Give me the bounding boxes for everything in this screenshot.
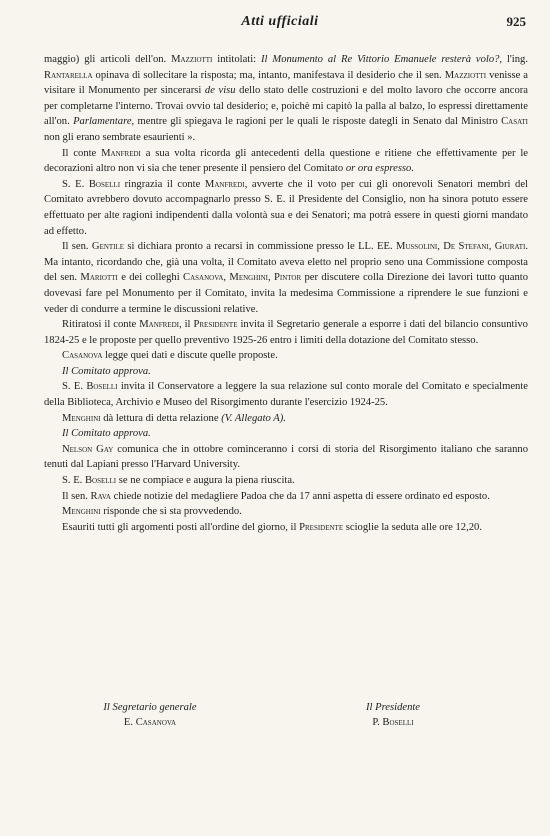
text-run: mentre gli spiegava le ragioni per le quali le risposte dategli in Senato dal Ministro <box>134 116 502 128</box>
text-run: ringrazia il conte <box>120 178 205 190</box>
person-name: Rava <box>90 490 111 502</box>
text-run: , l'ing. <box>499 54 528 65</box>
text-run: , avverte che il voto per cui gli onorevoli Senatori membri del Comitato avrebbero dovuto accompagnarlo presso S. E. il Presidente del Consiglio, non ha sinora potuto essere effettuato per alte ragioni indipendenti dalla volontà sua e dei Senatori; ma potrà essere in questi giorni mandato ad effetto. <box>44 178 528 237</box>
running-title: Atti ufficiali <box>241 14 319 29</box>
signature-name: P. Boselli <box>372 717 414 728</box>
text-run: si dichiara pronto a recarsi in commissione presso le LL. EE. <box>124 241 396 253</box>
text-run: invita il Conservatore a leggere la sua relazione sul conto morale del Comitato e specialmente della Biblioteca, Archivio e Museo del Risorgimento durante l'esercizio 1924-25. <box>44 381 528 409</box>
text-run: venisse a visitare il Monumento per sincerarsi <box>44 69 529 97</box>
text-run: per discutere colla Direzione dei lavori tutto quanto dovevasi fare pel Monumento per il Comitato, invita la medesima Commissione a riprendere le sue funzioni e veder di condurre a termine le discussioni relative. <box>44 272 528 315</box>
document-body <box>44 52 528 535</box>
person-name: Boselli <box>86 381 118 393</box>
italic-text: or ora espresso. <box>345 163 415 175</box>
text-run: S. E. <box>62 381 87 393</box>
text-run: Il sen. <box>62 490 91 502</box>
person-name: Rantarella <box>44 69 93 81</box>
paragraph <box>44 146 528 177</box>
person-name: Mariotti <box>80 272 118 284</box>
signature-name: E. Casanova <box>123 717 177 728</box>
text-run: S. E. <box>62 475 85 487</box>
paragraph <box>44 348 528 364</box>
text-run: Esauriti tutti gli argomenti posti all'ordine del giorno, il <box>62 521 300 533</box>
paragraph <box>44 379 528 410</box>
paragraph <box>44 52 528 146</box>
signature-role: Il Segretario generale <box>103 702 197 713</box>
italic-text: (V. Allegato A). <box>221 412 286 424</box>
text-run: Ritiratosi il conte <box>62 319 140 331</box>
text-run: e dei colleghi <box>117 272 184 284</box>
person-name: Boselli <box>84 475 117 487</box>
paragraph <box>44 364 528 380</box>
text-run: dello stato delle costruzioni e del molto lavoro che occorre ancora per completarne l'interno. Trovai ovvio tal desiderio; e, poichè mi capitò la palla al balzo, lo espressi direttamente all'on. <box>44 85 528 128</box>
text-run: comunica che in ottobre cominceranno i corsi di storia del Risorgimento italiano che saranno tenuti dal Lapiani presso l'Harvard University. <box>44 443 528 471</box>
page-number: 925 <box>506 14 526 29</box>
text-run: chiede notizie del medagliere Padoa che da 17 anni aspetta di essere ordinato ed esposto. <box>110 490 490 502</box>
person-name: Menghini <box>62 412 101 424</box>
paragraph <box>44 317 528 348</box>
text-run: , il <box>178 319 194 331</box>
person-name: Casanova, Menghini, Pintor <box>183 272 302 284</box>
text-run: legge quei dati e discute quelle proposte. <box>102 350 278 362</box>
person-name: Mazziotti <box>444 69 487 81</box>
person-name: Mazziotti <box>171 54 213 65</box>
paragraph <box>44 504 528 520</box>
person-name: Nelson Gay <box>62 443 114 455</box>
person-name: Mussolini, De Stefani, Giurati <box>395 241 526 253</box>
paragraph <box>44 489 528 505</box>
person-name: Presidente <box>193 319 238 331</box>
text-run: opinava di sollecitare la risposta; ma, intanto, manifestava il desiderio che il sen. <box>92 69 445 81</box>
text-run: se ne compiace e augura la piena riuscita. <box>116 475 295 487</box>
text-run: maggio) gli articoli dell'on. <box>44 54 172 65</box>
text-run: . Ma intanto, ricordando che, già una volta, il Comitato aveva eletto nel proprio seno una Commissione composta del sen. <box>44 241 528 284</box>
person-name: Menghini <box>62 506 101 518</box>
text-run: intitolati: <box>212 54 262 65</box>
person-name: Presidente <box>299 521 344 533</box>
page-header <box>34 14 526 36</box>
text-run: a sua volta ricorda gli antecedenti della questione e ritiene che effettivamente per le decorazioni altro non vi sia che tener presente il pensiero del Comitato <box>44 147 528 175</box>
italic-text: Il Comitato approva. <box>62 365 151 377</box>
paragraph <box>44 177 528 239</box>
paragraph <box>44 426 528 442</box>
text-run: dà lettura di detta relazione <box>100 412 222 424</box>
person-name: Boselli <box>88 178 121 190</box>
signature-role: Il Presidente <box>365 702 421 713</box>
italic-text: Il Monumento al Re Vittorio Emanuele resterà volo? <box>261 54 500 65</box>
text-run: S. E. <box>62 178 89 190</box>
signature-block-president <box>318 700 468 730</box>
person-name: Manfredi <box>139 319 179 331</box>
person-name: Manfredi <box>101 147 141 159</box>
paragraph <box>44 442 528 473</box>
italic-text: de visu <box>204 85 236 97</box>
signature-block-secretary <box>60 700 240 730</box>
paragraph <box>44 239 528 317</box>
text-run: scioglie la seduta alle ore 12,20. <box>343 521 482 533</box>
person-name: Casanova <box>62 350 103 362</box>
paragraph <box>44 411 528 427</box>
text-run: invita il Segretario generale a esporre i dati del bilancio consuntivo 1824-25 e le proposte per quello preventivo 1925-26 entro i limiti della dotazione del Comitato stesso. <box>44 319 528 346</box>
italic-text: Parlamentare, <box>73 116 135 128</box>
paragraph <box>44 473 528 489</box>
text-run: non gli erano sembrate esaurienti ». <box>44 131 196 143</box>
text-run: risponde che si sta provvedendo. <box>100 506 242 518</box>
person-name: Casati <box>501 116 528 128</box>
text-run: Il conte <box>62 147 102 159</box>
person-name: Gentile <box>91 241 125 253</box>
person-name: Manfredi <box>204 178 245 190</box>
text-run: Il sen. <box>62 241 92 253</box>
italic-text: Il Comitato approva. <box>62 428 151 440</box>
paragraph <box>44 520 528 536</box>
